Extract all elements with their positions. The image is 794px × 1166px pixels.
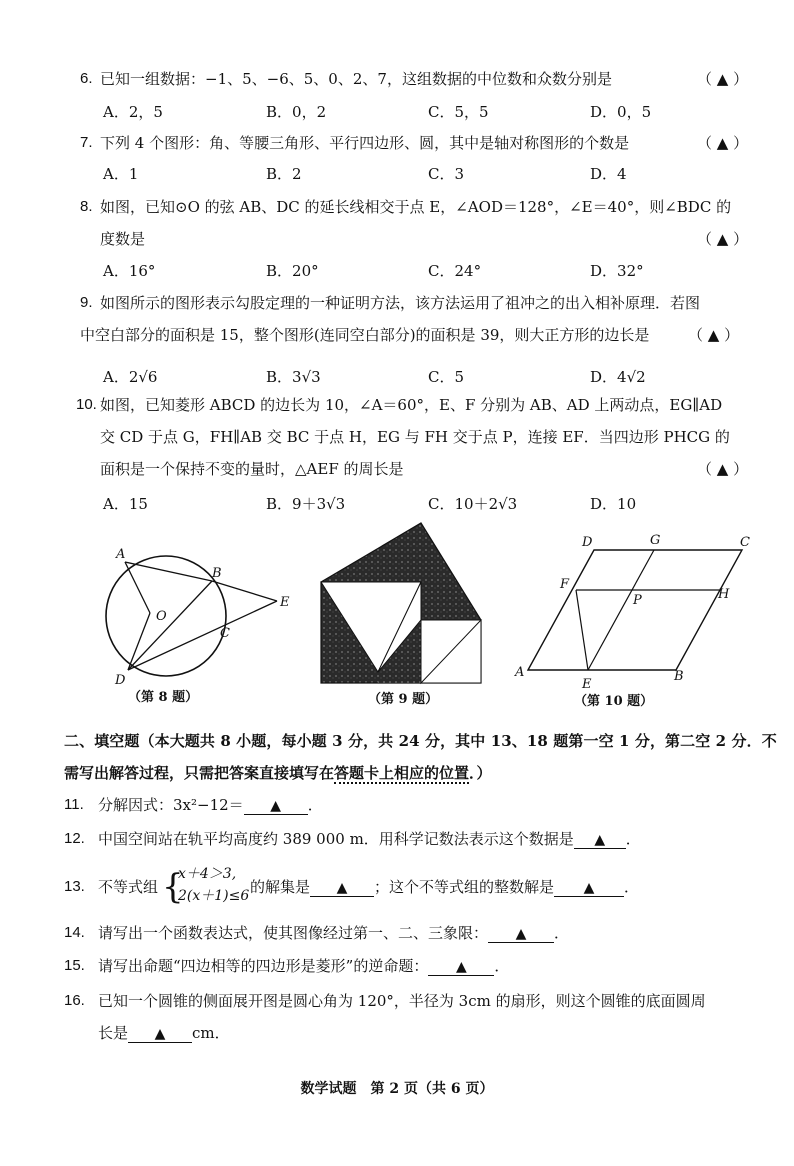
question-14 <box>0 920 794 946</box>
question-text: 请写出命题“四边相等的四边形是菱形”的逆命题： <box>98 957 429 975</box>
question-12 <box>0 826 794 852</box>
page-footer: 数学试题 第 2 页（共 6 页） <box>300 1081 494 1097</box>
options-10 <box>0 491 794 517</box>
question-text-cont: 中空白部分的面积是 15，整个图形(连同空白部分)的面积是 39，则大正方形的边长是 <box>80 326 650 344</box>
question-body <box>98 953 509 979</box>
question-text-cont: 面积是一个保持不变的量时，△AEF 的周长是 <box>100 460 404 478</box>
answer-mark: （ ▲ ） <box>697 460 749 478</box>
question-body <box>98 920 569 946</box>
question-number: 8. <box>80 198 93 215</box>
question-number: 10. <box>76 396 97 413</box>
blank-mark: ▲ <box>515 926 527 942</box>
figure-9-caption: （第 9 题） <box>368 692 439 707</box>
question-mid2: ；这个不等式组的整数解是 <box>374 878 555 896</box>
brace-icon: { <box>162 867 184 907</box>
options-7 <box>0 161 794 187</box>
blank-mark: ▲ <box>270 798 282 814</box>
answer-mark: （ ▲ ） <box>688 326 740 344</box>
question-11 <box>0 792 794 818</box>
options-8 <box>0 258 794 284</box>
figure-10 <box>512 532 762 692</box>
segment-be <box>212 581 277 601</box>
option-b: B．3√3 <box>266 368 321 386</box>
option-d: D．4 <box>590 165 627 183</box>
option-b: B．20° <box>266 262 319 280</box>
question-end: ． <box>624 878 640 896</box>
section-2-heading <box>0 728 794 754</box>
segment-ao <box>125 562 150 613</box>
option-a: A．1 <box>103 165 139 183</box>
question-text: 如图所示的图形表示勾股定理的一种证明方法，该方法运用了祖冲之的出入相补原理．若图 <box>100 294 701 312</box>
options-6 <box>0 99 794 125</box>
option-d: D．32° <box>590 262 644 280</box>
option-a: A．2√6 <box>103 368 158 386</box>
figure-9 <box>316 518 488 688</box>
answer-blank-2[interactable] <box>554 876 624 897</box>
question-10 <box>0 392 794 418</box>
blank-mark: ▲ <box>154 1026 166 1042</box>
question-number: 13. <box>64 878 85 895</box>
label-c: C <box>740 535 750 550</box>
question-8 <box>0 194 794 220</box>
inequality-1: x＋4＞3, <box>178 866 237 882</box>
question-text: 中国空间站在轨平均高度约 389 000 m．用科学记数法表示这个数据是 <box>98 830 574 848</box>
answer-blank[interactable] <box>128 1022 192 1043</box>
section-heading-line2a: 需写出解答过程，只需把答案直接填写在 <box>64 764 335 782</box>
section-heading-line2 <box>64 760 492 786</box>
question-number: 15. <box>64 957 85 974</box>
question-text: 已知一组数据：−1、5、−6、5、0、2、7，这组数据的中位数和众数分别是 <box>100 70 612 88</box>
question-16 <box>0 988 794 1014</box>
question-9-cont <box>0 322 794 348</box>
label-f: F <box>560 577 570 592</box>
question-number: 12. <box>64 830 85 847</box>
blank-mark: ▲ <box>594 832 606 848</box>
label-o: O <box>156 609 167 624</box>
blank-mark: ▲ <box>583 880 595 896</box>
question-13 <box>0 864 794 910</box>
answer-blank-1[interactable] <box>310 876 374 897</box>
question-text: 请写出一个函数表达式，使其图像经过第一、二、三象限： <box>98 924 489 942</box>
answer-mark: （ ▲ ） <box>697 134 749 152</box>
option-b: B．2 <box>266 165 302 183</box>
question-8-cont <box>0 226 794 252</box>
label-p: P <box>633 593 642 608</box>
section-2-heading-cont <box>0 760 794 786</box>
answer-blank[interactable] <box>244 794 308 815</box>
segment-eg <box>588 550 654 670</box>
question-end: ． <box>494 957 510 975</box>
question-text-cont: 长是 <box>98 1024 129 1042</box>
option-a: A．16° <box>103 262 156 280</box>
question-7 <box>0 130 794 156</box>
inequality-2: 2(x＋1)≤6 <box>178 888 250 904</box>
answer-blank[interactable] <box>488 922 554 943</box>
label-h: H <box>718 587 730 602</box>
section-heading-line2c: ．） <box>469 764 492 782</box>
question-15 <box>0 953 794 979</box>
question-mid: 的解集是 <box>250 878 311 896</box>
question-end: ． <box>625 830 641 848</box>
question-number: 11. <box>64 796 84 813</box>
options-9 <box>0 364 794 390</box>
label-g: G <box>650 533 661 548</box>
question-text: 下列 4 个图形：角、等腰三角形、平行四边形、圆，其中是轴对称图形的个数是 <box>100 134 630 152</box>
option-b: B．0，2 <box>266 103 327 121</box>
chord-ab <box>125 562 212 581</box>
rhombus-abcd <box>528 550 742 670</box>
option-a: A．2，5 <box>103 103 163 121</box>
figure-8-caption: （第 8 题） <box>128 690 199 705</box>
question-pre: 不等式组 <box>98 878 159 896</box>
option-c: C．10＋2√3 <box>428 495 518 513</box>
option-c: C．5 <box>428 368 465 386</box>
label-b: B <box>674 669 684 684</box>
label-d: D <box>582 535 593 550</box>
option-b: B．9＋3√3 <box>266 495 346 513</box>
label-b: B <box>212 566 222 581</box>
label-a: A <box>116 547 126 562</box>
question-text-cont: 度数是 <box>100 230 146 248</box>
question-text: 已知一个圆锥的侧面展开图是圆心角为 120°，半径为 3cm 的扇形，则这个圆锥的底面圆周 <box>98 992 706 1010</box>
question-text: 如图，已知⊙O 的弦 AB、DC 的延长线相交于点 E，∠AOD＝128°，∠E＝40°，则∠BDC 的 <box>100 198 732 216</box>
question-number: 16. <box>64 992 85 1009</box>
label-e: E <box>582 677 592 692</box>
answer-blank[interactable] <box>428 955 494 976</box>
question-end: ． <box>554 924 570 942</box>
question-body <box>98 826 641 852</box>
answer-mark: （ ▲ ） <box>697 70 749 88</box>
section-heading-emph: 答题卡上相应的位置 <box>334 764 470 782</box>
blank-mark: ▲ <box>336 880 348 896</box>
question-text: 如图，已知菱形 ABCD 的边长为 10，∠A＝60°，E、F 分别为 AB、AD 上两动点，EG∥AD <box>100 396 723 414</box>
label-e: E <box>280 595 290 610</box>
question-body <box>250 874 639 900</box>
label-a: A <box>515 665 525 680</box>
question-number: 7. <box>80 134 93 151</box>
figure-10-caption: （第 10 题） <box>574 694 654 709</box>
question-16-cont <box>0 1020 794 1046</box>
question-body <box>98 1020 230 1046</box>
question-text: 分解因式：3x²−12＝ <box>98 796 244 814</box>
label-d: D <box>115 673 126 688</box>
option-a: A．15 <box>103 495 148 513</box>
question-number: 9. <box>80 294 93 311</box>
section-heading-line1: 二、填空题（本大题共 8 小题，每小题 3 分，共 24 分，其中 13、18 题第一空 1 分，第二空 2 分．不 <box>64 732 777 750</box>
question-number: 6. <box>80 70 93 87</box>
question-10-cont <box>0 424 794 450</box>
answer-blank[interactable] <box>574 828 626 849</box>
option-c: C．3 <box>428 165 465 183</box>
question-number: 14. <box>64 924 85 941</box>
option-c: C．5，5 <box>428 103 489 121</box>
question-body <box>98 792 323 818</box>
figure-8 <box>88 540 300 690</box>
question-9 <box>0 290 794 316</box>
label-c: C <box>220 626 230 641</box>
question-end: ． <box>307 796 323 814</box>
question-10-cont2 <box>0 456 794 482</box>
option-d: D．10 <box>590 495 637 513</box>
option-c: C．24° <box>428 262 482 280</box>
question-end: cm． <box>192 1024 230 1042</box>
question-6 <box>0 66 794 92</box>
segment-de <box>128 601 277 670</box>
question-text-cont: 交 CD 于点 G，FH∥AB 交 BC 于点 H，EG 与 FH 交于点 P，连接 EF．当四边形 PHCG 的 <box>100 428 730 446</box>
option-d: D．4√2 <box>590 368 646 386</box>
segment-ef <box>576 590 588 670</box>
option-d: D．0，5 <box>590 103 652 121</box>
blank-mark: ▲ <box>455 959 467 975</box>
answer-mark: （ ▲ ） <box>697 230 749 248</box>
